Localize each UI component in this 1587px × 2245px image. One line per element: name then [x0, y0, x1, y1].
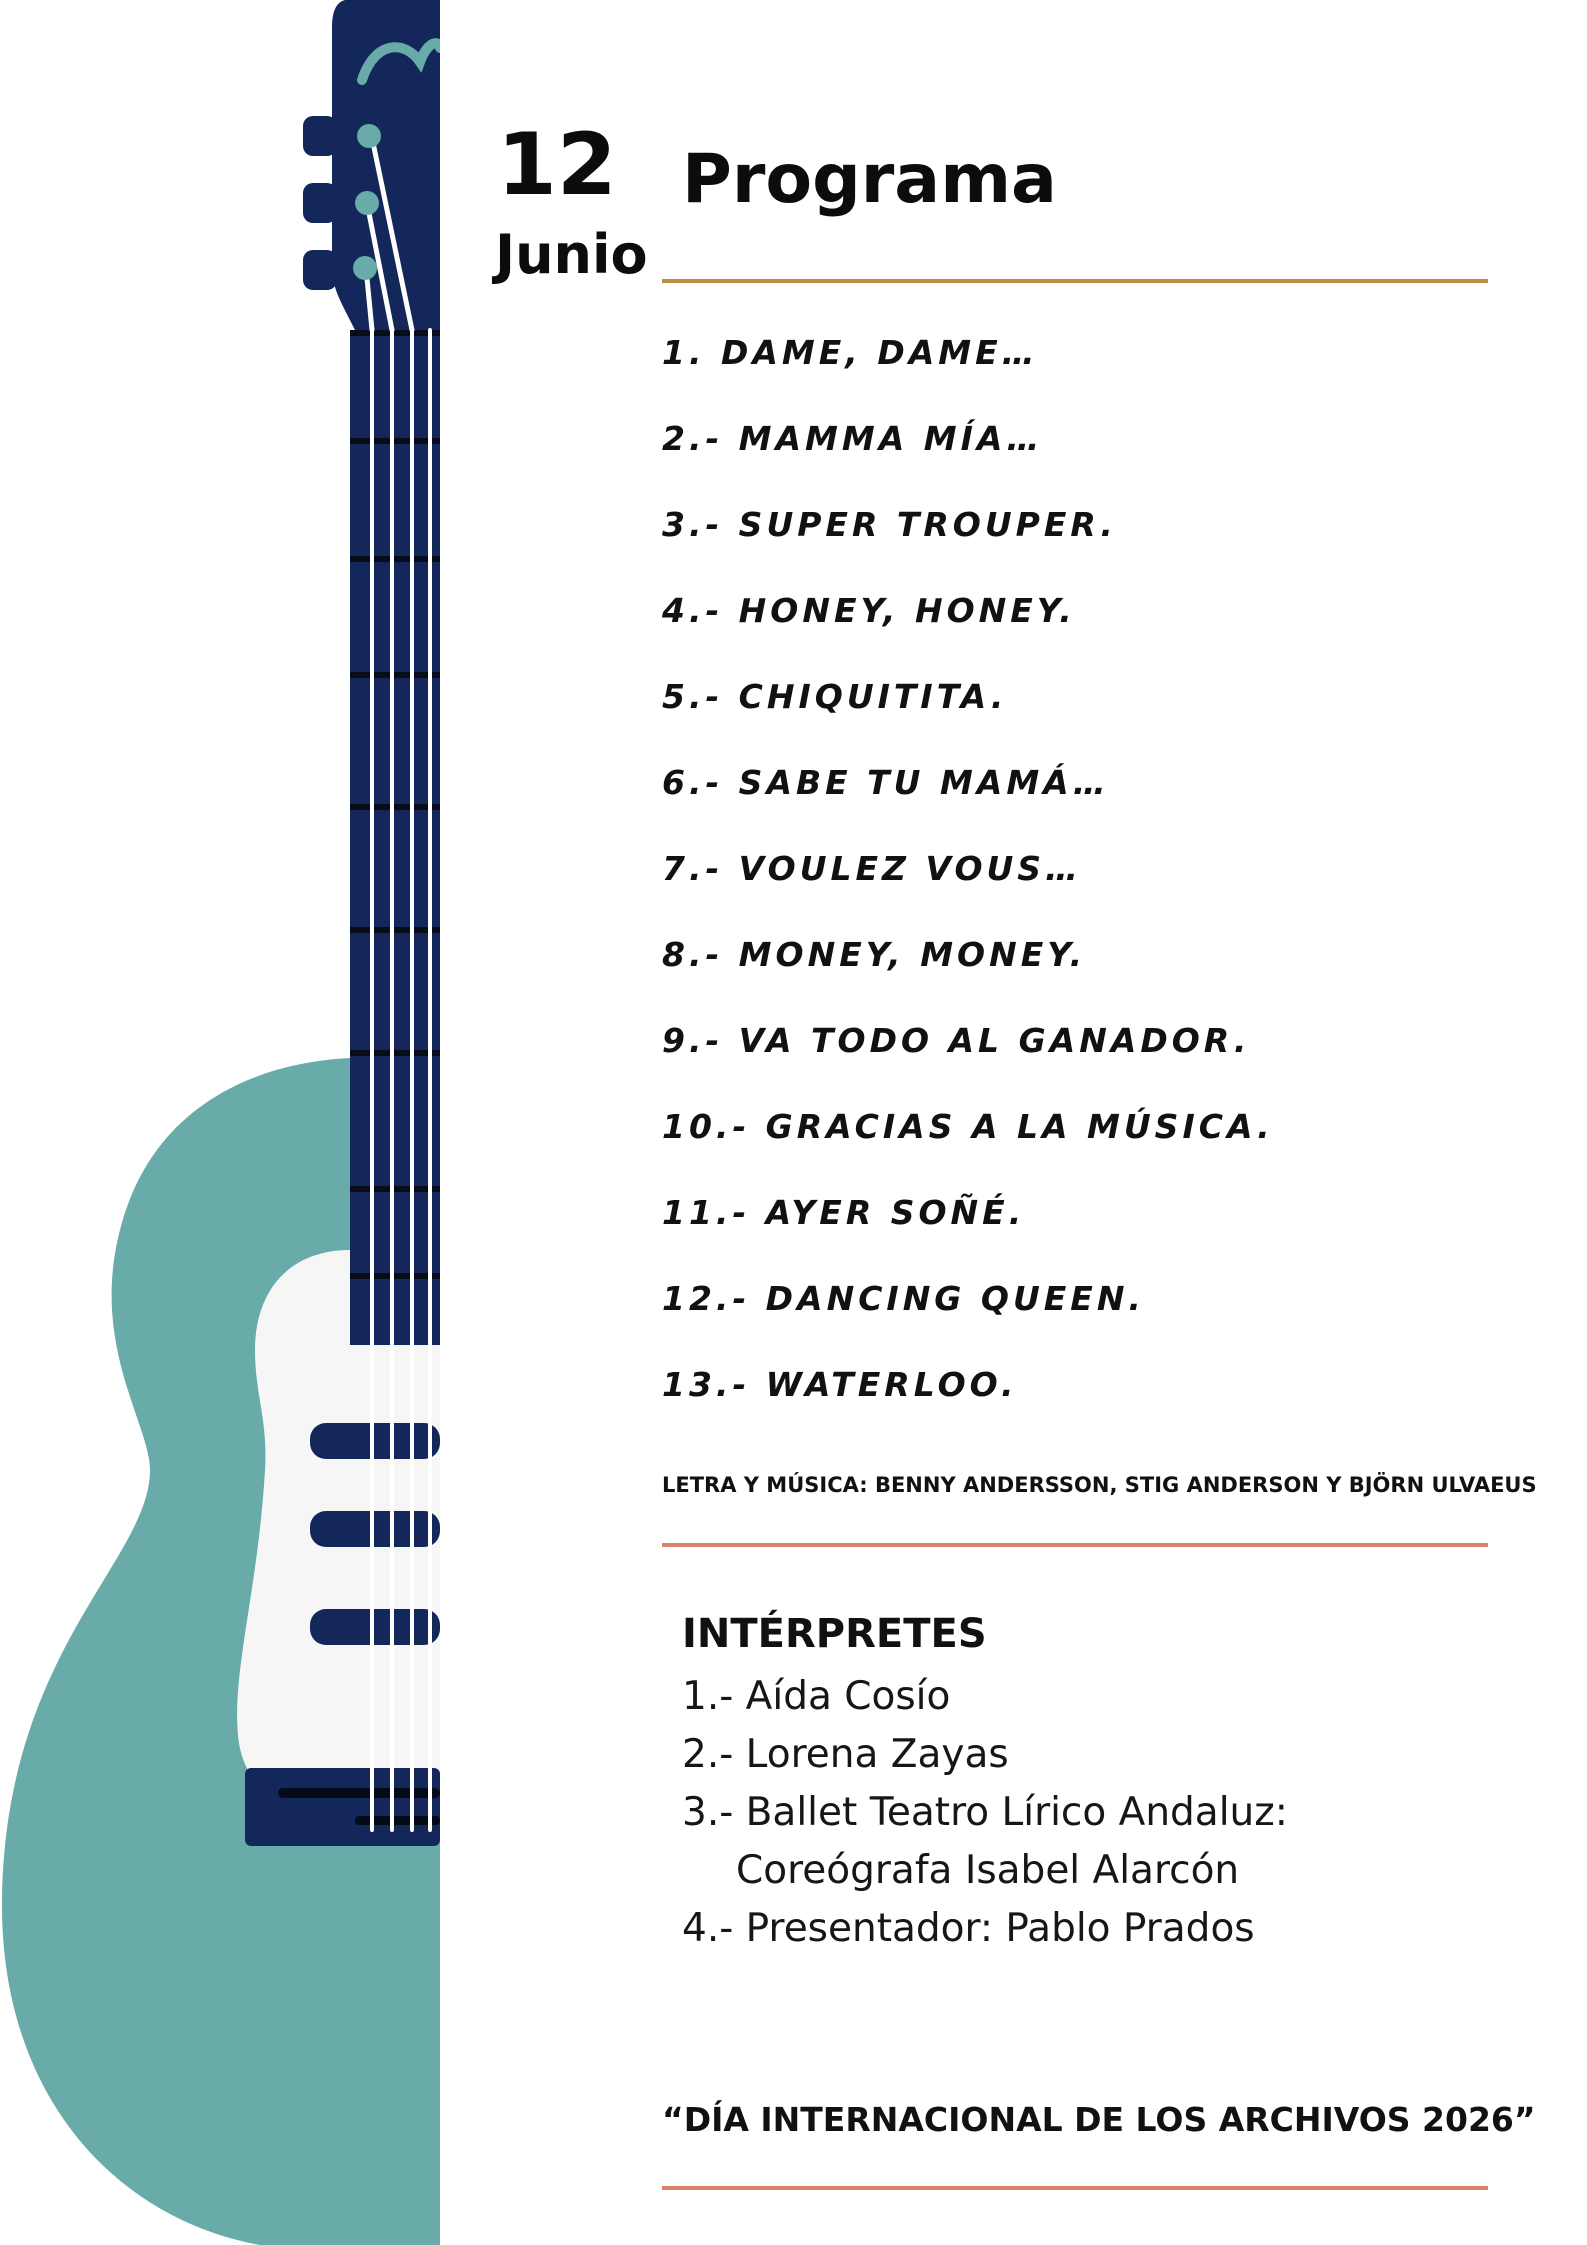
- footer-divider: [662, 2186, 1488, 2190]
- performer-item: 1.- Aída Cosío: [682, 1674, 951, 1719]
- song-item: 3.- SUPER TROUPER.: [662, 505, 1117, 544]
- bridge-saddle: [355, 1816, 440, 1825]
- song-list: [662, 330, 1274, 1448]
- tuning-peg: [303, 116, 337, 156]
- song-item: 6.- SABE TU MAMÁ…: [662, 763, 1110, 802]
- performer-item: 4.- Presentador: Pablo Prados: [682, 1906, 1255, 1951]
- event-footer: “DÍA INTERNACIONAL DE LOS ARCHIVOS 2026”: [662, 2100, 1536, 2139]
- bridge-saddle: [278, 1788, 440, 1798]
- song-item: 7.- VOULEZ VOUS…: [662, 849, 1083, 888]
- guitar-neck: [350, 330, 440, 1345]
- performer-item: 2.- Lorena Zayas: [682, 1732, 1009, 1777]
- song-item: 8.- MONEY, MONEY.: [662, 935, 1087, 974]
- performers-heading: INTÉRPRETES: [682, 1611, 987, 1657]
- tuning-peg: [303, 250, 337, 290]
- song-item: 10.- GRACIAS A LA MÚSICA.: [662, 1107, 1274, 1146]
- song-item: 9.- VA TODO AL GANADOR.: [662, 1021, 1251, 1060]
- song-item: 13.- WATERLOO.: [662, 1365, 1018, 1404]
- song-item: 12.- DANCING QUEEN.: [662, 1279, 1145, 1318]
- tuning-knob: [353, 256, 377, 280]
- tuning-knob: [355, 191, 379, 215]
- song-item: 1. DAME, DAME…: [662, 333, 1039, 372]
- song-item: 11.- AYER SOÑÉ.: [662, 1193, 1026, 1232]
- song-item: 2.- MAMMA MÍA…: [662, 419, 1044, 458]
- performer-item: 3.- Ballet Teatro Lírico Andaluz:: [682, 1790, 1288, 1835]
- song-item: 5.- CHIQUITITA.: [662, 677, 1008, 716]
- date-day: 12: [497, 115, 617, 215]
- page-title: Programa: [682, 140, 1057, 219]
- song-item: 4.- HONEY, HONEY.: [662, 591, 1076, 630]
- song-credits: LETRA Y MÚSICA: BENNY ANDERSSON, STIG ANDERSON Y BJÖRN ULVAEUS: [662, 1473, 1537, 1497]
- tuning-peg: [303, 183, 337, 223]
- title-divider: [662, 279, 1488, 283]
- guitar-illustration: [0, 0, 440, 2245]
- sound-bar: [310, 1511, 440, 1547]
- performer-list: [682, 1668, 1288, 1958]
- sound-bar: [310, 1423, 440, 1459]
- sound-bar: [310, 1609, 440, 1645]
- tuning-knob: [357, 124, 381, 148]
- section-divider: [662, 1543, 1488, 1547]
- performer-item-continuation: Coreógrafa Isabel Alarcón: [736, 1848, 1240, 1893]
- date-month: Junio: [495, 223, 648, 286]
